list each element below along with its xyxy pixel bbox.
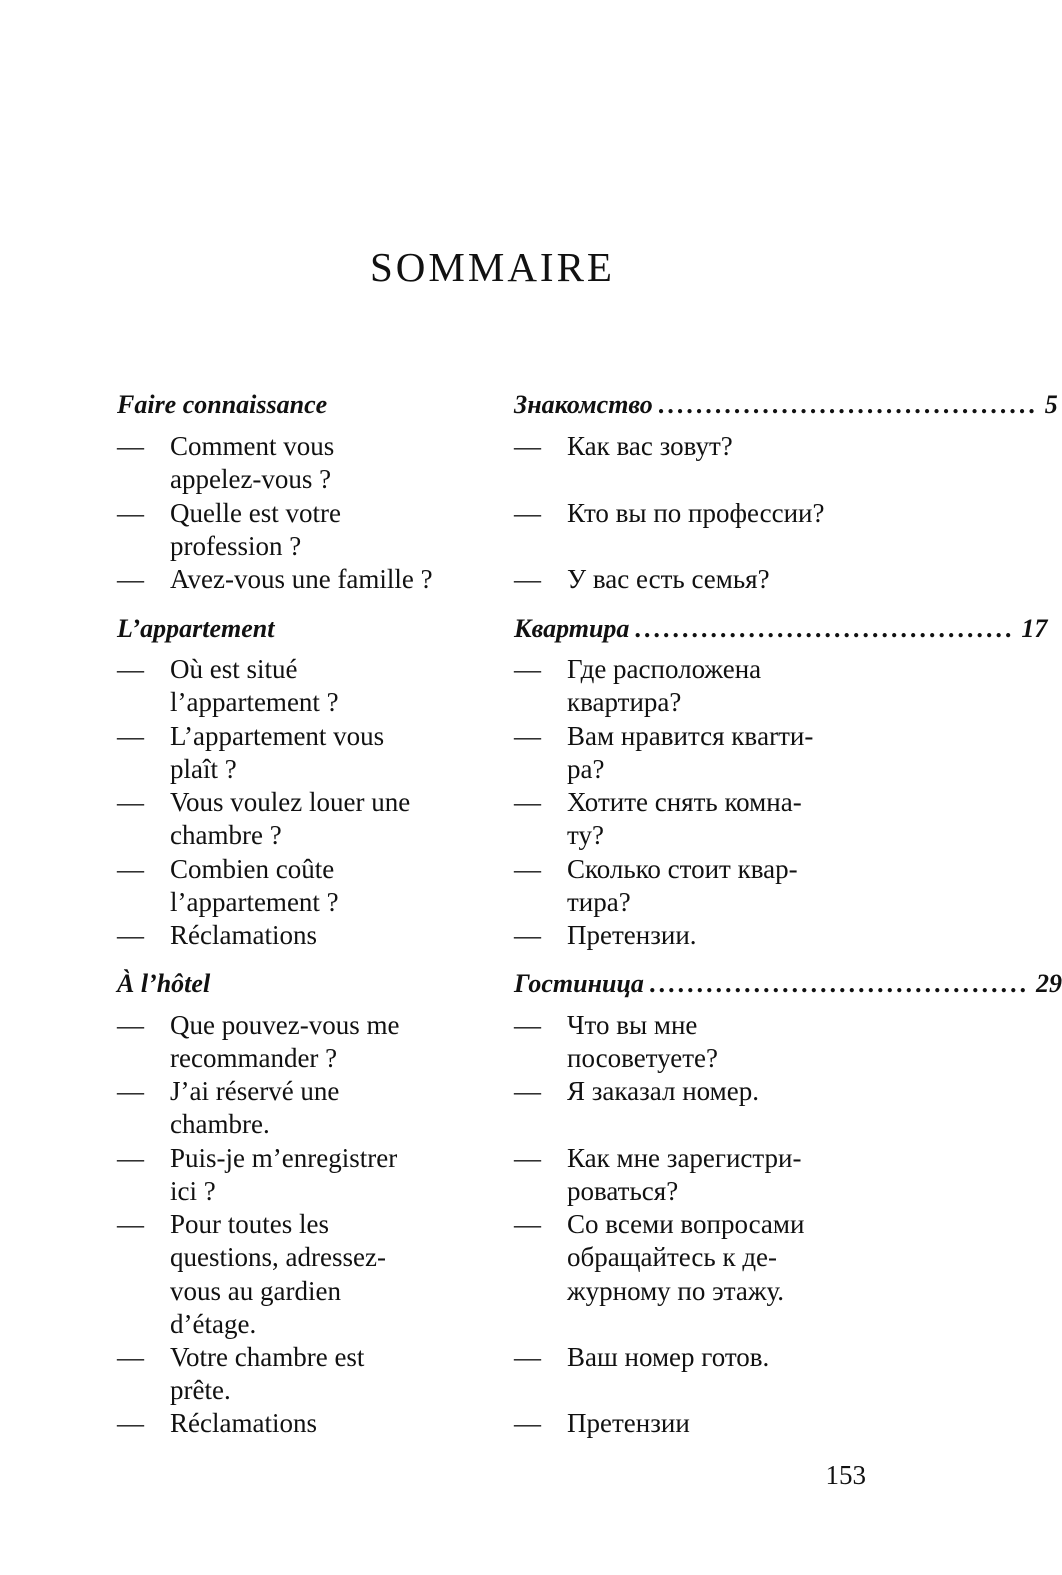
page-number: 153: [825, 1460, 866, 1490]
fr-section-heading: L’appartement: [117, 614, 275, 643]
ru-section-heading: Квартира ........................................ 17: [514, 612, 866, 646]
ru-section-heading: Знакомство ........................................ 5: [514, 388, 866, 422]
toc-page-number: 5: [1044, 390, 1058, 419]
page-title: SOMMAIRE: [370, 244, 615, 290]
leader-dots: ........................................: [649, 969, 1030, 998]
leader-dots: ........................................: [635, 614, 1016, 643]
toc-page-number: 29: [1035, 969, 1062, 998]
leader-dots: ........................................: [658, 390, 1039, 419]
fr-section-heading: À l’hôtel: [117, 969, 211, 998]
toc-page-number: 17: [1021, 614, 1048, 643]
book-page: SOMMAIRE Faire connaissance — Comment vous appelez-vous ? — Quelle est votre profession ? — Avez-vous une famille ? L’appartement — Où est situé l’appartement ? — L’appartement vous plaît ? — Vous voulez louer une chambre ? — Combien coûte l’appartement ? — Réclamations À l’hôtel — Que pouvez-vous me recommander ? — J’ai réservé une chambre. — Puis-je m’enregistrer ici ? — Pour toutes les questions, adressez- vous au gardien d’étage. — Votre chambre est prête. — Réclamations Знакомство ........................................ 5 — Как вас зовут? — Кто вы по профессии? — У вас есть семья? Квартира ........................................ 17 — Где расположена квартира? — Вам нравится квarти- ра? — Хотите снять комна- ту? — Сколько стоит квар- тира? — Претензии. Гостиница ........................................ 29 — Что вы мне посоветуете? — Я заказал номер. — Как мне зарегистри- роваться? — Со всеми вопросами обращайтесь к де- журному по этажу. — Ваш номер готов. — Претензии 153: [0, 0, 985, 1575]
fr-section-heading: Faire connaissance: [117, 390, 328, 419]
ru-section-heading: Гостиница ........................................ 29: [514, 967, 866, 1001]
